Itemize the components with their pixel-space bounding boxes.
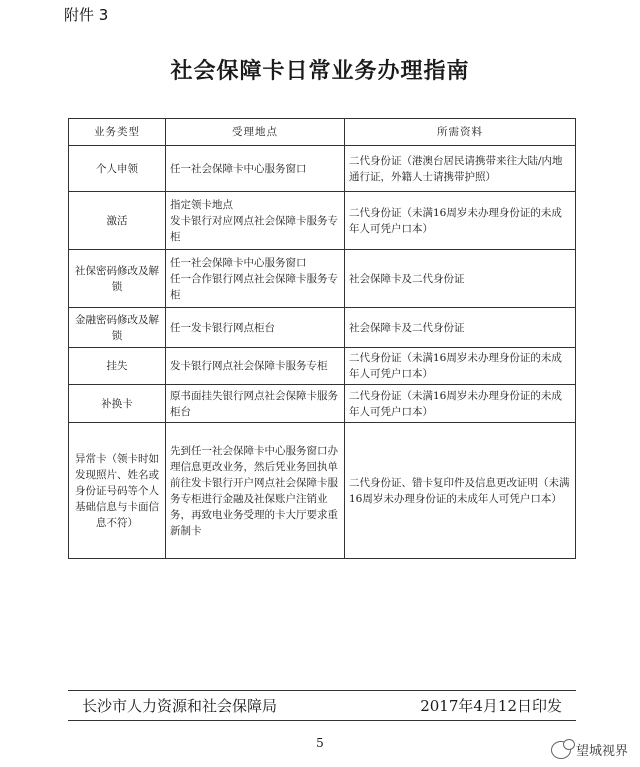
cell-place: 任一社会保障卡中心服务窗口 (166, 146, 345, 192)
cell-materials: 二代身份证（未满16周岁未办理身份证的未成年人可凭户口本） (345, 385, 576, 423)
cell-type: 激活 (69, 192, 166, 250)
cell-place: 任一发卡银行网点柜台 (166, 308, 345, 348)
page-title: 社会保障卡日常业务办理指南 (170, 58, 470, 84)
header-place: 受理地点 (166, 119, 345, 146)
cell-materials: 二代身份证（港澳台居民请携带来往大陆/内地通行证，外籍人士请携带护照） (345, 146, 576, 192)
cell-place: 先到任一社会保障卡中心服务窗口办理信息更改业务，然后凭业务回执单前往发卡银行开户网点社会保障卡服务专柜进行金融及社保账户注销业务，再致电业务受理的卡大厅要求重新制卡 (166, 423, 345, 559)
table-row (69, 348, 576, 385)
watermark-text: 望城视界 (575, 744, 628, 759)
cell-type: 挂失 (69, 348, 166, 385)
attachment-label: 附件 3 (64, 6, 109, 24)
cell-materials: 社会保障卡及二代身份证 (345, 250, 576, 308)
footer-issuer: 长沙市人力资源和社会保障局 (82, 697, 278, 715)
page-number: 5 (316, 736, 324, 750)
table-row (69, 385, 576, 423)
cell-materials: 二代身份证（未满16周岁未办理身份证的未成年人可凭户口本） (345, 192, 576, 250)
table-row (69, 250, 576, 308)
cell-place: 任一社会保障卡中心服务窗口 任一合作银行网点社会保障卡服务专柜 (166, 250, 345, 308)
cell-type: 异常卡（领卡时如发现照片、姓名或身份证号码等个人基础信息与卡面信息不符） (69, 423, 166, 559)
watermark (551, 740, 628, 759)
cell-type: 社保密码修改及解锁 (69, 250, 166, 308)
cell-type: 补换卡 (69, 385, 166, 423)
table-row (69, 146, 576, 192)
table-header-row (69, 119, 576, 146)
cell-place: 原书面挂失银行网点社会保障卡服务柜台 (166, 385, 345, 423)
table-row (69, 423, 576, 559)
footer-date: 2017年4月12日印发 (420, 697, 562, 715)
footer (68, 690, 576, 721)
header-type: 业务类型 (69, 119, 166, 146)
chat-bubble-icon (551, 741, 571, 759)
guide-table (68, 118, 576, 559)
header-materials: 所需资料 (345, 119, 576, 146)
cell-type: 个人申领 (69, 146, 166, 192)
cell-materials: 二代身份证、错卡复印件及信息更改证明（未满16周岁未办理身份证的未成年人可凭户口本） (345, 423, 576, 559)
table-row (69, 192, 576, 250)
cell-materials: 二代身份证（未满16周岁未办理身份证的未成年人可凭户口本） (345, 348, 576, 385)
cell-type: 金融密码修改及解锁 (69, 308, 166, 348)
table-row (69, 308, 576, 348)
cell-materials: 社会保障卡及二代身份证 (345, 308, 576, 348)
cell-place: 发卡银行网点社会保障卡服务专柜 (166, 348, 345, 385)
cell-place: 指定领卡地点 发卡银行对应网点社会保障卡服务专柜 (166, 192, 345, 250)
